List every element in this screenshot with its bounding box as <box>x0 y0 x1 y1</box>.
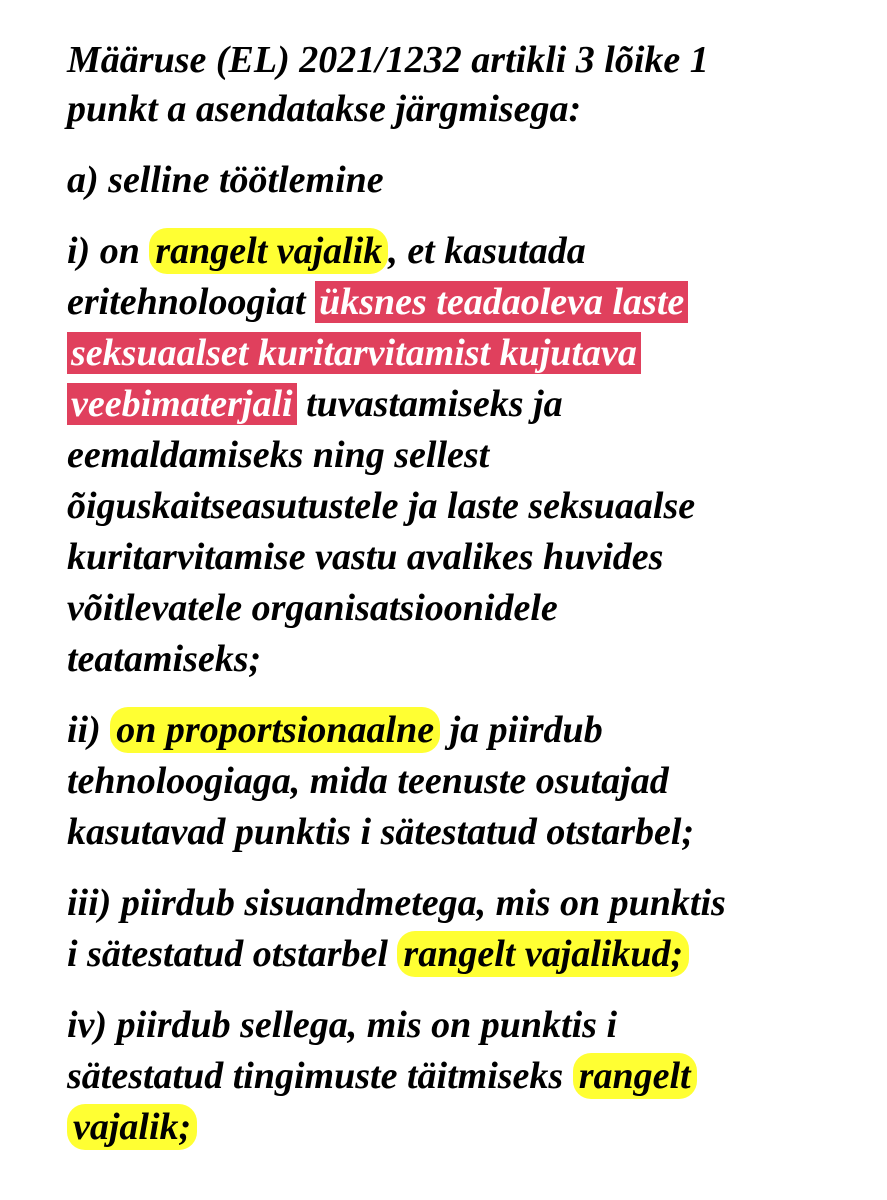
heading-line-1: Määruse (EL) 2021/1232 artikli 3 lõike 1 <box>67 39 709 81</box>
item-i-line-2: eritehnoloogiat üksnes teadaoleva laste <box>67 277 688 328</box>
yellow-highlight: rangelt vajalik <box>149 228 388 274</box>
item-i-line-9: teatamiseks; <box>67 638 262 680</box>
item-ii-line-2: tehnoloogiaga, mida teenuste osutajad <box>67 760 669 802</box>
item-iii-line-2: i sätestatud otstarbel rangelt vajalikud; <box>67 929 689 980</box>
item-iv-line-3 <box>67 1102 197 1153</box>
red-highlight: üksnes teadaoleva laste <box>315 281 688 323</box>
item-i-line-5: eemaldamiseks ning sellest <box>67 434 490 476</box>
yellow-highlight: rangelt <box>573 1053 697 1099</box>
item-iv-line-1: iv) piirdub sellega, mis on punktis i <box>67 1004 618 1046</box>
red-highlight: veebimaterjali <box>67 383 297 425</box>
item-i-line-1: i) on rangelt vajalik , et kasutada <box>67 230 586 272</box>
heading-line-2: punkt a asendatakse järgmisega: <box>67 88 582 130</box>
red-highlight: seksuaalset kuritarvitamist kujutava <box>67 332 641 374</box>
yellow-highlight: on proportsionaalne <box>110 707 440 753</box>
yellow-highlight: vajalik; <box>67 1104 197 1150</box>
item-i-line-8: võitlevatele organisatsioonidele <box>67 587 558 629</box>
item-i-line-3 <box>67 328 641 379</box>
item-iv-line-2: sätestatud tingimuste täitmiseks rangelt <box>67 1051 697 1102</box>
item-a: a) selline töötlemine <box>67 159 384 201</box>
yellow-highlight: rangelt vajalikud; <box>397 931 689 977</box>
item-i-line-4: veebimaterjali tuvastamiseks ja <box>67 379 563 430</box>
item-ii-line-3: kasutavad punktis i sätestatud otstarbel; <box>67 811 695 853</box>
item-ii-line-1: ii) on proportsionaalne ja piirdub <box>67 709 603 751</box>
item-i-line-6: õiguskaitseasutustele ja laste seksuaalse <box>67 485 696 527</box>
item-i-line-7: kuritarvitamise vastu avalikes huvides <box>67 536 664 578</box>
item-iii-line-1: iii) piirdub sisuandmetega, mis on punktis <box>67 882 726 924</box>
